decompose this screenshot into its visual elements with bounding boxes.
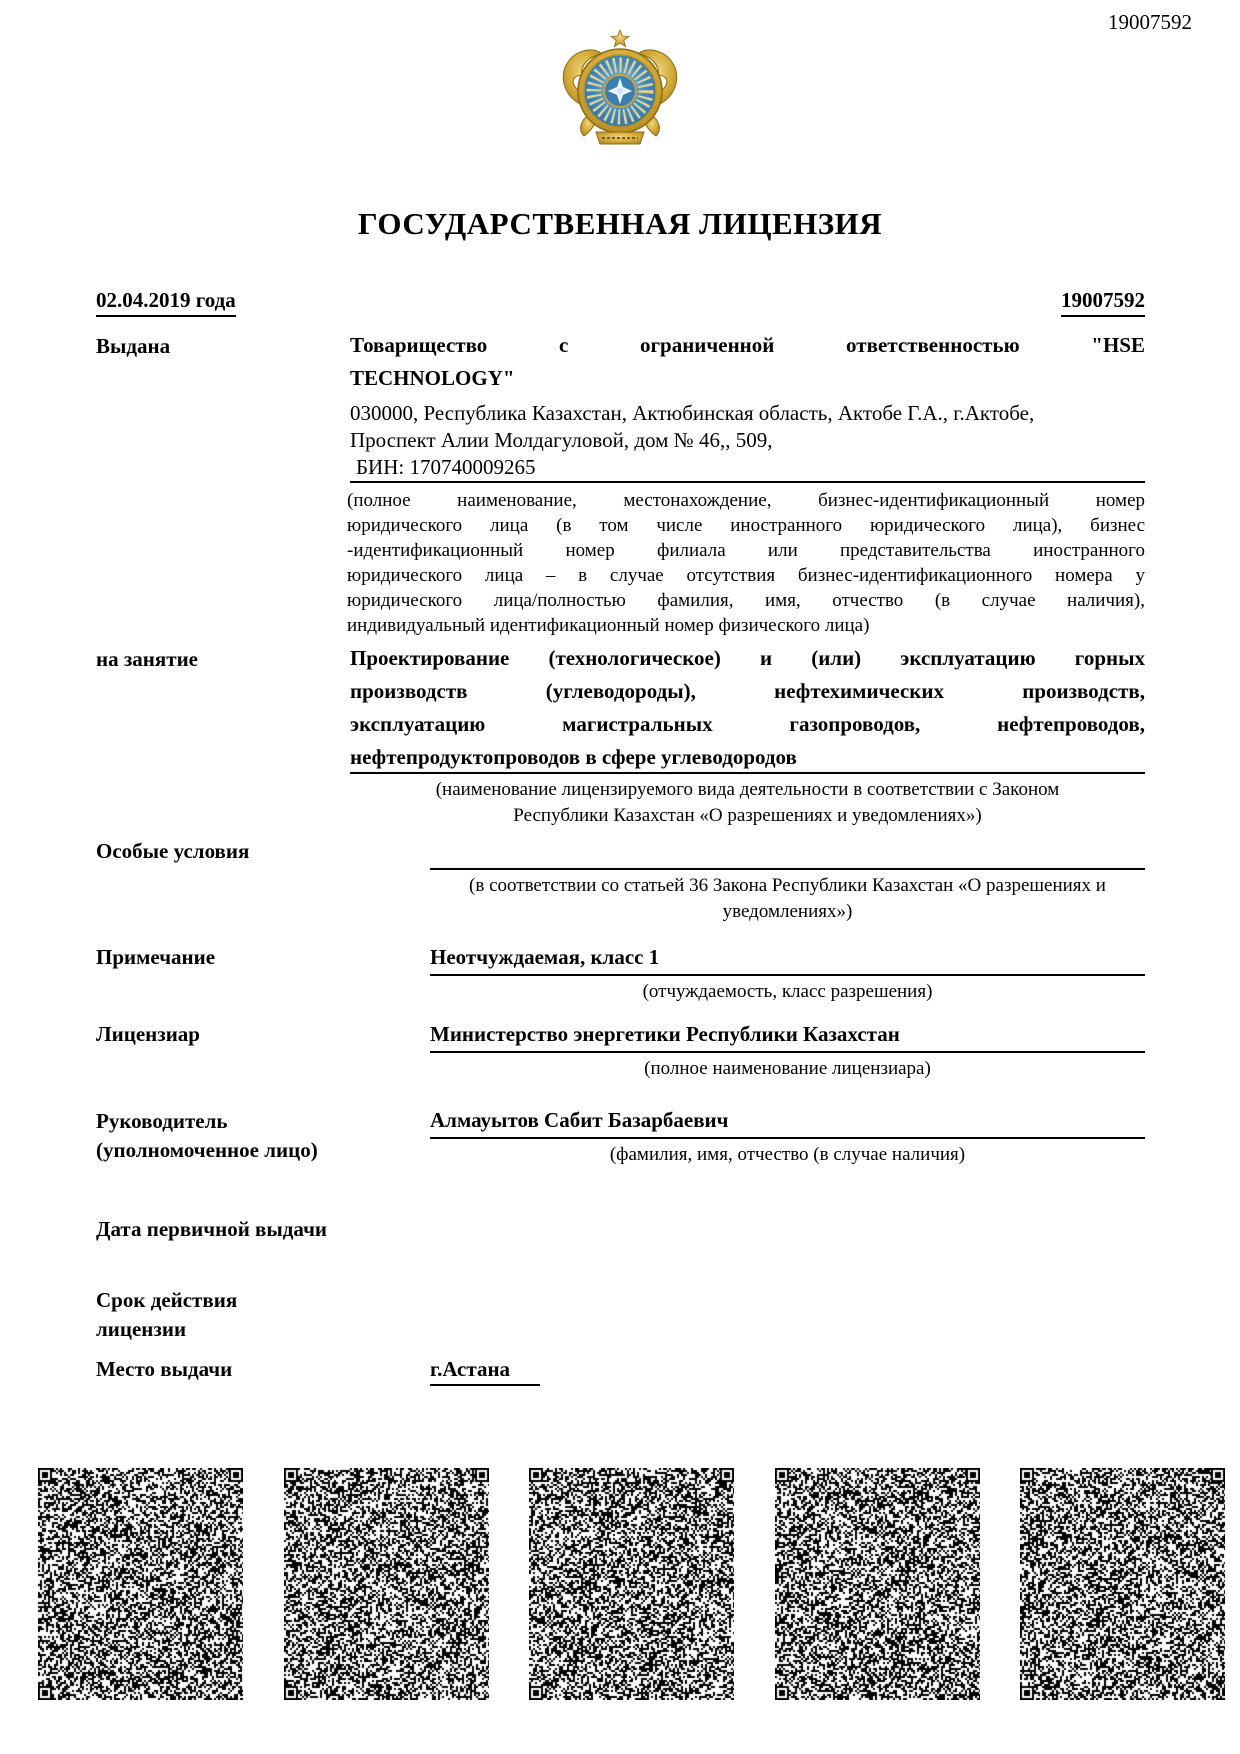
kazakhstan-coat-of-arms-icon (550, 28, 690, 158)
issued-caption-line: -идентификационный номер филиала или представительства иностранного (347, 540, 1145, 561)
issued-caption-line: (полное наименование, местонахождение, бизнес-идентификационный номер (347, 490, 1145, 511)
special-conditions-label: Особые условия (96, 839, 250, 863)
licensor-underline (430, 1051, 1145, 1053)
validity-label: Срок действия лицензии (96, 1288, 238, 1341)
issued-label: Выдана (96, 334, 171, 358)
qr-code (529, 1468, 734, 1700)
note-value: Неотчуждаемая, класс 1 (430, 945, 660, 969)
issued-caption-line: индивидуальный идентификационный номер физического лица) (347, 615, 870, 636)
issued-underline (350, 481, 1145, 483)
head-label: Руководитель (уполномоченное лицо) (96, 1109, 318, 1162)
head-underline (430, 1137, 1145, 1139)
qr-code (775, 1468, 980, 1700)
note-underline (430, 974, 1145, 976)
issued-caption-line: юридического лица/полностью фамилия, имя, отчество (в случае наличия), (347, 590, 1145, 611)
head-caption: (фамилия, имя, отчество (в случае наличия) (609, 1144, 966, 1165)
address-line: Проспект Алии Молдагуловой, дом № 46,, 509, (350, 428, 773, 452)
company-name (350, 329, 1145, 395)
note-label: Примечание (96, 945, 216, 969)
special-conditions-caption: (в соответствии со статьей 36 Закона Республики Казахстан «О разрешениях и уведомлениях») (469, 875, 1106, 922)
corner-number: 19007592 (1108, 10, 1192, 34)
qr-code (284, 1468, 489, 1700)
licensor-caption: (полное наименование лицензиара) (644, 1058, 931, 1079)
activity-caption: (наименование лицензируемого вида деятельности в соответствии с Законом Республики Казахстан «О разрешениях и уведомлениях») (435, 779, 1060, 826)
qr-code (38, 1468, 243, 1700)
licensor-label: Лицензиар (96, 1022, 200, 1046)
issue-place-label: Место выдачи (96, 1357, 233, 1381)
company-name-line: TECHNOLOGY" (350, 366, 515, 390)
licensor-value: Министерство энергетики Республики Казахстан (430, 1022, 900, 1046)
activity-value (350, 642, 1145, 774)
activity-value-line: производств (углеводороды), нефтехимических производств, (350, 679, 1145, 703)
note-caption: (отчуждаемость, класс разрешения) (642, 981, 933, 1002)
activity-label: на занятие (96, 647, 198, 671)
activity-underline (350, 772, 1145, 774)
document-title: ГОСУДАРСТВЕННАЯ ЛИЦЕНЗИЯ (357, 206, 883, 241)
qr-code (1020, 1468, 1225, 1700)
barcode-strip (38, 1468, 1225, 1700)
issue-date: 02.04.2019 года (96, 287, 236, 317)
special-conditions-underline (430, 868, 1145, 870)
first-issue-date-label: Дата первичной выдачи (96, 1217, 328, 1241)
activity-value-line: Проектирование (технологическое) и (или) эксплуатацию горных (350, 646, 1145, 670)
issued-caption (347, 488, 1145, 638)
license-number: 19007592 (1061, 287, 1145, 317)
address-line: 030000, Республика Казахстан, Актюбинская область, Актобе Г.А., г.Актобе, (350, 401, 1035, 425)
issued-caption-line: юридического лица – в случае отсутствия бизнес-идентификационного номера у (347, 565, 1145, 586)
head-value: Алмауытов Сабит Базарбаевич (430, 1108, 729, 1132)
issued-caption-line: юридического лица (в том числе иностранного юридического лица), бизнес (347, 515, 1145, 536)
company-address (350, 400, 1145, 481)
activity-value-line: эксплуатацию магистральных газопроводов, нефтепроводов, (350, 712, 1145, 736)
company-name-line: Товарищество с ограниченной ответственностью "HSE (350, 333, 1145, 357)
issue-place-value: г.Астана (430, 1356, 540, 1386)
activity-caption-wrap (350, 777, 1145, 829)
bin-line: БИН: 170740009265 (356, 455, 536, 479)
special-conditions-caption-wrap (430, 873, 1145, 925)
activity-value-line: нефтепродуктопроводов в сфере углеводородов (350, 745, 797, 769)
